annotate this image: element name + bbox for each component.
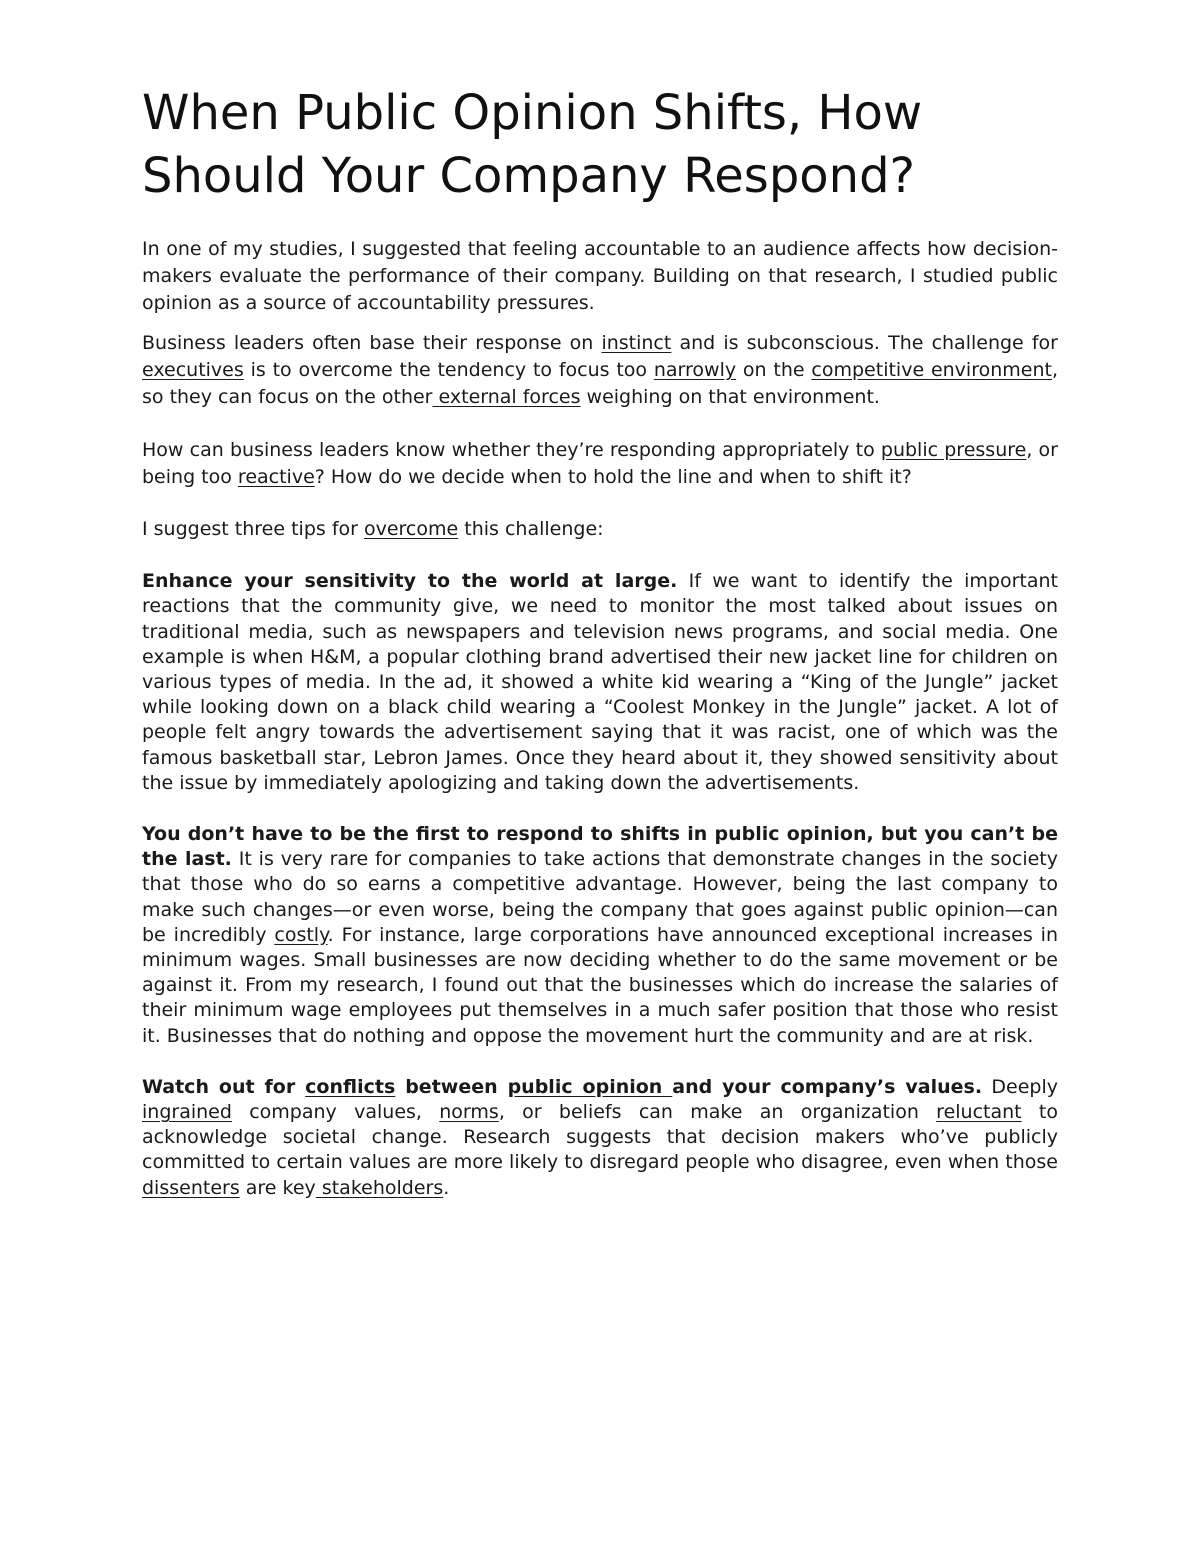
tip-2-heading: You don’t have to be the first to respond to shifts in public opinion, but you can’t be the last.	[142, 823, 1058, 871]
link-reactive[interactable]: reactive	[237, 465, 315, 488]
tip-1-paragraph	[142, 569, 1058, 796]
link-reluctant[interactable]: reluctant	[936, 1101, 1022, 1124]
link-executives[interactable]: executives	[142, 359, 244, 382]
tip-1-body: If we want to identify the important reactions that the community give, we need to monitor the most talked about issues on traditional media, such as newspapers and television news programs, and social media. One example is when H&M, a popular clothing brand advertised their new jacket line for children on various types of media. In the ad, it showed a white kid wearing a “King of the Jungle” jacket while looking down on a black child wearing a “Coolest Monkey in the Jungle” jacket. A lot of people felt angry towards the advertisement saying that it was racist, one of which was the famous basketball star, Lebron James. Once they heard about it, they showed sensitivity about the issue by immediately apologizing and taking down the advertisements.	[142, 570, 1058, 794]
link-costly[interactable]: costly	[274, 923, 328, 946]
document-page	[142, 82, 1058, 1201]
text-run: to acknowledge societal change. Research suggests that decision makers who’ve publicly committed to certain values are more likely to disregard people who disagree, even when those	[142, 1101, 1058, 1174]
text-run: , or being too	[142, 438, 1058, 488]
text-run: on the	[736, 359, 812, 382]
challenge-paragraph	[142, 330, 1058, 410]
text-run: I suggest three tips for	[142, 518, 364, 541]
text-run: company values,	[231, 1101, 440, 1124]
tips-intro-paragraph	[142, 516, 1058, 543]
question-paragraph	[142, 437, 1058, 491]
link-stakeholders[interactable]: stakeholders	[315, 1176, 444, 1199]
link-public-pressure[interactable]: public pressure	[880, 438, 1027, 461]
tip-3-paragraph	[142, 1075, 1058, 1201]
document-title: When Public Opinion Shifts, How Should Your Company Respond?	[142, 85, 923, 204]
text-run: .	[443, 1176, 450, 1199]
text-run: is to overcome the tendency to focus too	[243, 359, 654, 382]
text-run: between	[395, 1075, 508, 1098]
text-run: Deeply	[982, 1075, 1059, 1098]
link-external-forces[interactable]: external forces	[432, 385, 581, 408]
tip-2-paragraph	[142, 822, 1058, 1049]
text-run: , or beliefs can make an organization	[498, 1101, 937, 1124]
text-run: It is very rare for companies to take actions that demonstrate changes in the society that those who do so earns a competitive advantage. However, being the last company to make such changes—or even worse, being the company that goes against public opinion—can be incredibly	[142, 848, 1058, 946]
link-public-opinion[interactable]: public opinion	[507, 1075, 673, 1098]
text-run: How can business leaders know whether they’re responding appropriately to	[142, 438, 881, 461]
text-run: this challenge:	[458, 518, 604, 541]
link-competitive-environment[interactable]: competitive environment	[811, 359, 1052, 382]
text-run: Watch out for	[142, 1075, 306, 1098]
link-narrowly[interactable]: narrowly	[653, 359, 737, 382]
intro-paragraph: In one of my studies, I suggested that feeling accountable to an audience affects how decision-makers evaluate the performance of their company. Building on that research, I studied public opinion as a source of accountability pressures.	[142, 238, 1058, 314]
text-run: . For instance, large corporations have announced exceptional increases in minimum wages. Small businesses are now deciding whether to do the same movement or be against it. From my research, I found out that the businesses which do increase the salaries of their minimum wage employees put themselves in a much safer position that those who resist it. Businesses that do nothing and oppose the movement hurt the community and are at risk.	[142, 923, 1058, 1047]
link-conflicts[interactable]: conflicts	[305, 1075, 396, 1098]
tip-1-heading: Enhance your sensitivity to the world at large.	[142, 570, 678, 593]
text-run: are key	[239, 1176, 316, 1199]
link-instinct[interactable]: instinct	[601, 332, 672, 355]
tip-3-heading	[142, 1076, 982, 1098]
text-run: weighing on that environment.	[580, 385, 880, 408]
text-run: Business leaders often base their response on	[142, 332, 602, 355]
link-dissenters[interactable]: dissenters	[142, 1176, 240, 1199]
text-run: and your company’s values.	[672, 1075, 983, 1098]
link-ingrained[interactable]: ingrained	[142, 1101, 232, 1124]
link-norms[interactable]: norms	[439, 1101, 499, 1124]
text-run: ? How do we decide when to hold the line and when to shift it?	[314, 465, 912, 488]
text-run: , so they can focus on the other	[142, 359, 1059, 408]
link-overcome[interactable]: overcome	[363, 518, 459, 541]
text-run: and is subconscious. The challenge for	[671, 332, 1058, 355]
